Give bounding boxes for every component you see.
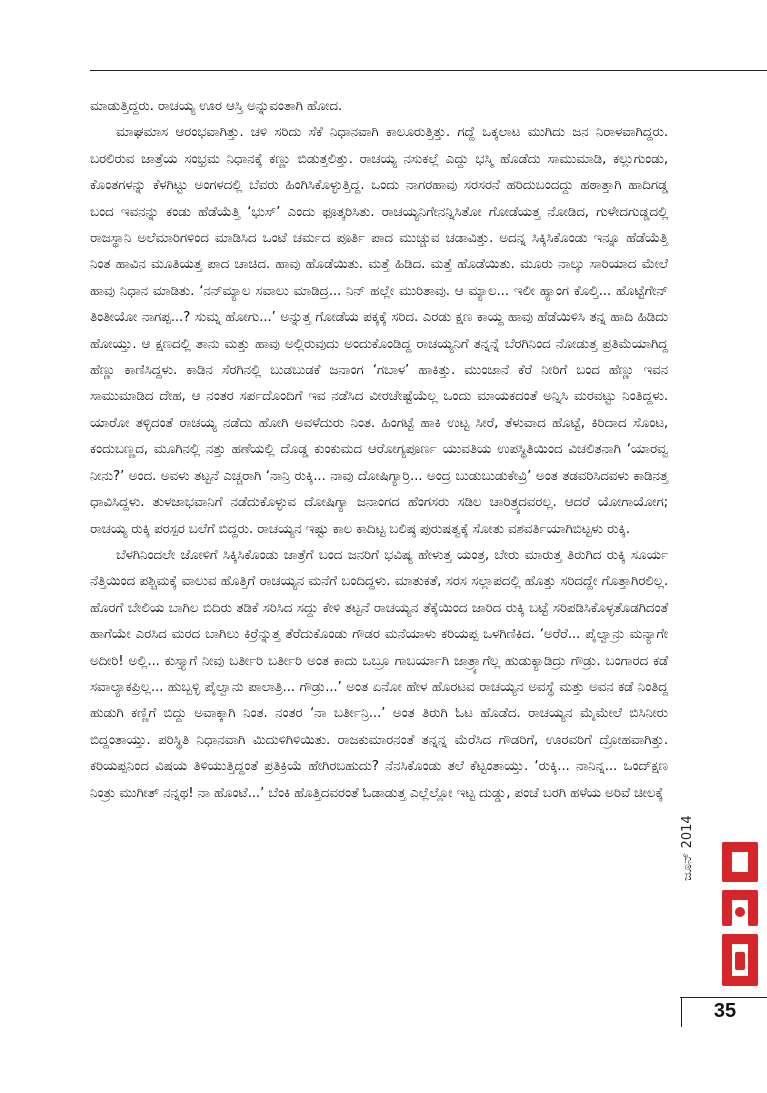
mayura-logo <box>718 840 762 990</box>
article-body <box>90 93 668 806</box>
footer-rule-vertical <box>681 997 682 1027</box>
top-rule <box>90 70 767 71</box>
article-paragraph-1: ಮಾಡುತ್ತಿದ್ದರು. ರಾಚಯ್ಯ ಊರ ಆಸ್ತಿ ಅನ್ನುವಂತಾಗಿ ಹೋದ. <box>90 98 343 114</box>
footer-rule <box>680 997 767 998</box>
article-paragraph-2: ಮಾಘಮಾಸ ಆರಂಭವಾಗಿತ್ತು. ಚಳಿ ಸರಿದು ಸೆಕೆ ನಿಧಾನವಾಗಿ ಕಾಲೂರುತ್ತಿತ್ತು. ಗದ್ದೆ ಒಕ್ಕಲಾಟ ಮುಗಿದು ಜನ ನಿರಾಳವಾಗಿದ್ದರು. ಬರಲಿರುವ ಜಾತ್ರೆಯ ಸಂಭ್ರಮ ನಿಧಾನಕ್ಕೆ ಕಣ್ಣು ಬಿಡುತ್ತಲಿತ್ತು. ರಾಚಯ್ಯ ನಸುಕಲ್ಲೆ ಎದ್ದು ಭಸ್ಮಿ ಹೊಡೆದು ಸಾಮುಮಾಡಿ, ಕಲ್ಲುಗುಂಡು, ಕೊಂತಗಳನ್ನು ಕೆಳಗಿಟ್ಟು ಅಂಗಳದಲ್ಲಿ ಬೆವರು ಹಿಂಗಿಸಿಕೊಳ್ಳುತ್ತಿದ್ದ. ಒಂದು ನಾಗರಹಾವು ಸರಸರನೆ ಹರಿದುಬಂದದ್ದು ಹಠಾತ್ತಾಗಿ ಹಾದಿಗಡ್ಡ ಬಂದ ಇವನನ್ನು ಕಂಡು ಹೆಡೆಯೆತ್ತಿ ‘ಭುಸ್’ ಎಂದು ಫೂತ್ಕರಿಸಿತು. ರಾಚಯ್ಯನಿಗೇನನ್ನಿಸಿತೋ ಗೋಡೆಯತ್ತ ನೋಡಿದ, ಗುಳೇದಗುಡ್ಡದಲ್ಲಿ ರಾಜಸ್ಥಾನಿ ಅಲೆಮಾರಿಗಳಿಂದ ಮಾಡಿಸಿದ ಒಂಟೆ ಚರ್ಮದ ಪೂರ್ತಿ ಪಾದ ಮುಚ್ಚುವ ಚಡಾವಿತ್ತು. ಅದನ್ನ ಸಿಕ್ಕಿಸಿಕೊಂಡು ಇನ್ನೂ ಹೆಡೆಯೆತ್ತಿ ನಿಂತ ಹಾವಿನ ಮೂತಿಯತ್ತ ಪಾದ ಚಾಚಿದ. ಹಾವು ಹೊಡೆಯಿತು. ಮತ್ತೆ ಹಿಡಿದ. ಮತ್ತೆ ಹೊಡೆಯಿತು. ಮೂರು ನಾಲ್ಕು ಸಾರಿಯಾದ ಮೇಲೆ ಹಾವು ನಿಧಾನ ಮಾಡಿತು. ‘ನನ್‌ಮ್ಯಾಲ ಸವಾಲು ಮಾಡಿದ್ರ... ನಿನ್ ಹಲ್ಲೇ ಮುರಿತಾವು. ಆ ಮ್ಯಾಲ... ಇಲೀ ಹ್ಯಾಂಗ ಕೊಲ್ತಿ... ಹೊಟ್ಟೆಗೇನ್ ತಿಂತೀಯೋ ನಾಗಪ್ಪ...? ಸುಮ್ನ ಹೋಗು...’ ಅನ್ನುತ್ತ ಗೋಡೆಯ ಪಕ್ಕಕ್ಕೆ ಸರಿದ. ಎರಡು ಕ್ಷಣ ಕಾಯ್ದ ಹಾವು ಹೆಡೆಯಿಳಿಸಿ ತನ್ನ ಹಾದಿ ಹಿಡಿದು ಹೋಯ್ತು. ಆ ಕ್ಷಣದಲ್ಲಿ ತಾನು ಮತ್ತು ಹಾವು ಅಲ್ಲಿರುವುದು ಅಂದುಕೊಂಡಿದ್ದ ರಾಚಯ್ಯನಿಗೆ ತನ್ನನ್ನೆ ಬೆರಗಿನಿಂದ ನೋಡುತ್ತ ಪ್ರತಿಮೆಯಾಗಿದ್ದ ಹೆಣ್ಣು ಕಾಣಿಸಿದ್ದಳು. ಕಾಡಿನ ಸೆರಗಿನಲ್ಲಿ ಬುಡಬುಡಕೆ ಜನಾಂಗ ‘ಗಬಾಳ’ ಹಾಕಿತ್ತು. ಮುಂಜಾನೆ ಕೆರೆ ನೀರಿಗೆ ಬಂದ ಹೆಣ್ಣು ಇವನ ಸಾಮುಮಾಡಿದ ದೇಹ, ಆ ನಂತರ ಸರ್ಪದೊಂದಿಗೆ ಇವ ನಡೆಸಿದ ವೀರಚೇಷ್ಟೆಯೆಲ್ಲ ಒಂದು ಮಾಯಕದಂತೆ ಅನ್ನಿಸಿ ಮರವಟ್ಟು ನಿಂತಿದ್ದಳು. ಯಾರೋ ತಳ್ಳಿದಂತೆ ರಾಚಯ್ಯ ನಡೆದು ಹೋಗಿ ಅವಳೆದುರು ನಿಂತ. ಹಿಂಗಟ್ಟೆ ಹಾಕಿ ಉಟ್ಟ ಸೀರೆ, ತೆಳುವಾದ ಹೊಟ್ಟೆ, ಕಿರಿದಾದ ಸೊಂಟ, ಕಂದುಬಣ್ಣದ, ಮೂಗಿನಲ್ಲಿ ನತ್ತು ಹಣೆಯಲ್ಲಿ ದೊಡ್ಡ ಕುಂಕುಮದ ಆರೋಗ್ಯಪೂರ್ಣ ಯುವತಿಯ ಉಪಸ್ಥಿತಿಯಿಂದ ವಿಚಲಿತನಾಗಿ ‘ಯಾರವ್ವ ನೀನು?’ ಅಂದ. ಅವಳು ತಟ್ಟನೆ ಎಚ್ಚರಾಗಿ ‘ನಾನ್ರಿ ರುಕ್ಕಿ... ನಾವು ದೋಷಿಗ್ಯಾರ್ರಿ... ಅಂದ್ರ ಬುಡುಬುಡುಕೇವ್ರಿ’ ಅಂತ ತಡವರಿಸಿದವಳು ಕಾಡಿನತ್ತ ಧಾವಿಸಿದ್ದಳು. ತುಳಜಾಭವಾನಿಗೆ ನಡೆದುಕೊಳ್ಳುವ ದೋಷಿಗ್ಯಾ ಜನಾಂಗದ ಹೆಂಗಸರು ಸಡಿಲ ಚಾರಿತ್ರ್ಯದವರಲ್ಲ. ಆದರೆ ಯೋಗಾಯೋಗ; ರಾಚಯ್ಯ ರುಕ್ಕಿ ಪರಸ್ಪರ ಬಲೆಗೆ ಬಿದ್ದರು. ರಾಚಯ್ಯನ ಇಷ್ಟು ಕಾಲ ಕಾದಿಟ್ಟ ಬಲಿಷ್ಠ ಪುರುಷತ್ವಕ್ಕೆ ಸೋತು ವಶವರ್ತಿಯಾಗಿಬಿಟ್ಟಳು ರುಕ್ಕಿ. <box>90 124 668 537</box>
issue-date: ಜೂನ್ 2014 <box>680 815 695 881</box>
page-number: 35 <box>713 1000 737 1022</box>
article-paragraph-3: ಬೆಳಗಿನಿಂದಲೇ ಜೋಳಿಗೆ ಸಿಕ್ಕಿಸಿಕೊಂಡು ಜಾತ್ರೆಗೆ ಬಂದ ಜನರಿಗೆ ಭವಿಷ್ಯ ಹೇಳುತ್ತ ಯಂತ್ರ, ಬೇರು ಮಾರುತ್ತ ತಿರುಗಿದ ರುಕ್ಕಿ ಸೂರ್ಯ ನೆತ್ತಿಯಿಂದ ಪಶ್ಚಿಮಕ್ಕೆ ವಾಲುವ ಹೊತ್ತಿಗೆ ರಾಚಯ್ಯನ ಮನೆಗೆ ಬಂದಿದ್ದಳು. ಮಾತುಕತೆ, ಸರಸ ಸಲ್ಲಾಪದಲ್ಲಿ ಹೊತ್ತು ಸರಿದದ್ದೇ ಗೊತ್ತಾಗಿರಲಿಲ್ಲ. ಹೊರಗೆ ಬೇಲಿಯ ಬಾಗಿಲ ಬಿದಿರು ತಡಿಕೆ ಸರಿಸಿದ ಸದ್ದು ಕೇಳಿ ತಟ್ಟನೆ ರಾಚಯ್ಯನ ತೆಕ್ಕೆಯಿಂದ ಜಾರಿದ ರುಕ್ಕಿ ಬಟ್ಟೆ ಸರಿಪಡಿಸಿಕೊಳ್ಳತೊಡಗಿದಂತೆ ಹಾಗೆಯೇ ಎರಸಿದ ಮರದ ಬಾಗಿಲು ಕಿರ್ರೆನ್ನುತ್ತ ತೆರೆದುಕೊಂಡು ಗೌಡರ ಮನೆಯಾಳು ಕರಿಯಪ್ಪ ಒಳಗಿಣಿಕಿದ. ‘ಅರೆರೆ... ಪೈಲ್ವಾನ್ರು ಮನ್ಯಾಗೇ ಅದೀರಿ! ಅಲ್ಲಿ... ಕುಸ್ತ್ಯಾಗೆ ನೀವು ಬರ್ತೀರಿ ಬರ್ತೀರಿ ಅಂತ ಕಾದು ಒಬ್ರೂ ಗಾಬರ್ಯಾಗಿ ಜಾತ್ರ್ಯಾಗೆಲ್ಲ ಹುಡುಕ್ಯಾಡಿದ್ರು ಗೌಡ್ರು. ಬಂಗಾರದ ಕಡೆ ಸವಾಲ್ಯಾಕಪ್ರಿಲ್ಲ... ಹುಬ್ಬಳ್ಳಿ ಪೈಲ್ವಾನು ಪಾಲಾತ್ರಿ... ಗೌಡ್ರು...’ ಅಂತ ಏನೋ ಹೇಳ ಹೊರಟವ ರಾಚಯ್ಯನ ಅವಸ್ಥೆ ಮತ್ತು ಅವನ ಕಡೆ ನಿಂತಿದ್ದ ಹುಡುಗಿ ಕಣ್ಣಿಗೆ ಬಿದ್ದು ಅವಾಕ್ಕಾಗಿ ನಿಂತ. ನಂತರ ‘ನಾ ಬರ್ತೀನ್ರಿ...’ ಅಂತ ತಿರುಗಿ ಓಟ ಹೊಡೆದ. ರಾಚಯ್ಯನ ಮೈಮೇಲೆ ಬಿಸಿನೀರು ಬಿದ್ದಂತಾಯ್ತು. ಪರಿಸ್ಥಿತಿ ನಿಧಾನವಾಗಿ ಮಿದುಳಿಗಿಳಿಯಿತು. ರಾಜಕುಮಾರನಂತೆ ತನ್ನನ್ನ ಮೆರೆಸಿದ ಗೌಡರಿಗೆ, ಊರವರಿಗೆ ದ್ರೋಹವಾಗಿತ್ತು. ಕರಿಯಪ್ಪನಿಂದ ವಿಷಯ ತಿಳಿಯುತ್ತಿದ್ದಂತೆ ಪ್ರತಿಕ್ರಿಯೆ ಹೇಗಿರಬಹುದು? ನೆನಸಿಕೊಂಡು ತಲೆ ಕೆಟ್ಟಂತಾಯ್ತು. ‘ರುಕ್ಕಿ... ನಾನಿನ್ನ... ಒಂದ್‌ಕ್ಷಣ ನಿಂತ್ರು ಮುಗೀತ್ ನನ್ನಥ! ನಾ ಹೊಂಟೆ...’ ಬೆಂಕಿ ಹೊತ್ತಿದವರಂತೆ ಓಡಾಡುತ್ತ ಎಲ್ಲೆಲ್ಲೋ ಇಟ್ಟ ದುಡ್ಡು, ಪಂಚೆ ಬರಗಿ ಹಳೆಯ ಅರಿವೆ ಚೀಲಕ್ಕೆ <box>90 546 668 801</box>
